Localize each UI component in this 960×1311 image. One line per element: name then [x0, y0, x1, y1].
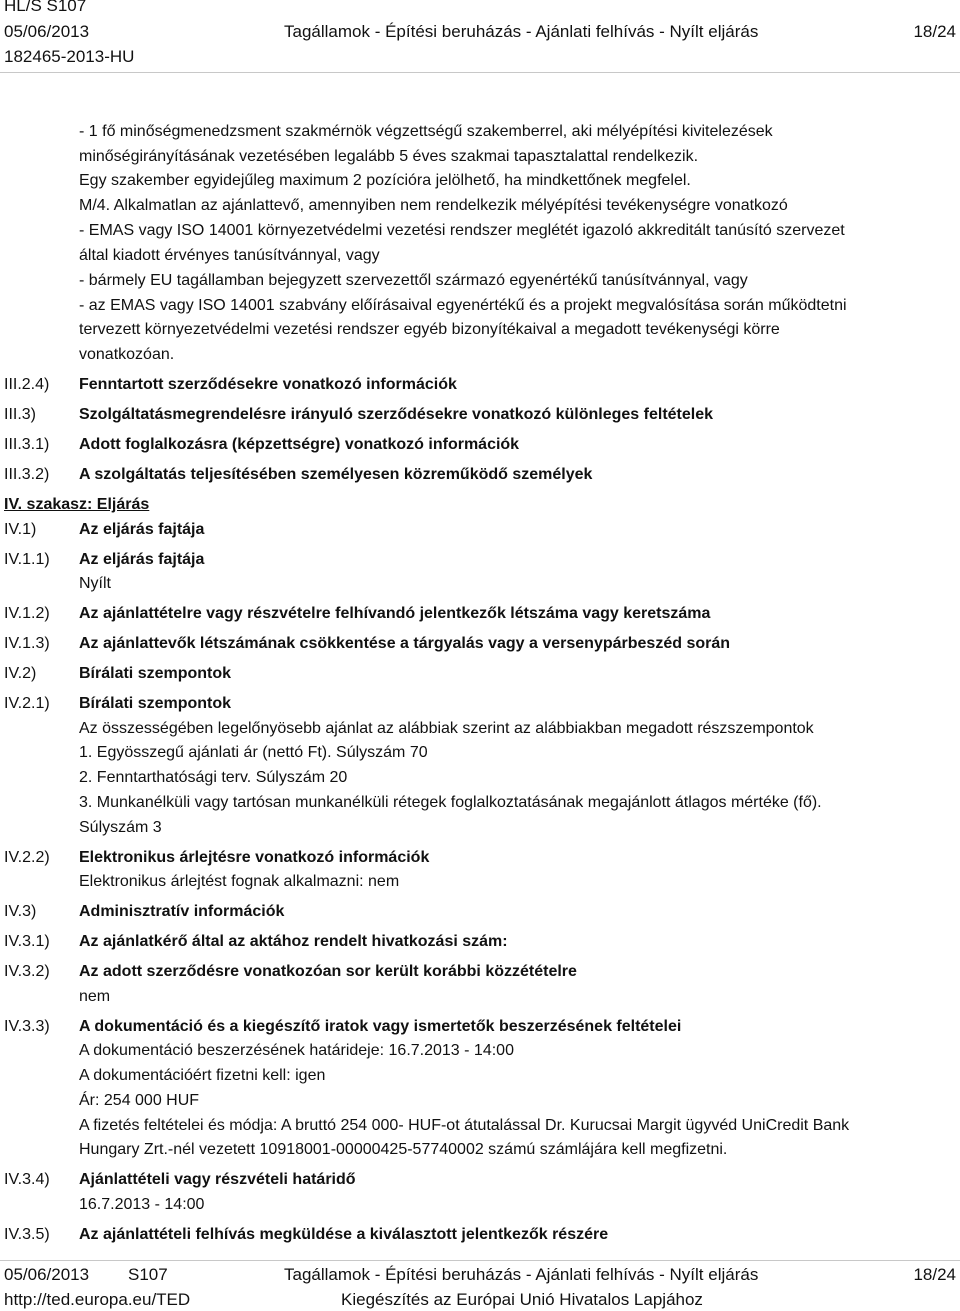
- section-label: III.3.1): [4, 436, 50, 453]
- section-label: IV.3.4): [4, 1171, 50, 1188]
- section-label: IV.3.3): [4, 1018, 50, 1035]
- header-document-id: 182465-2013-HU: [4, 47, 135, 66]
- section-title: Szolgáltatásmegrendelésre irányuló szerződésekre vonatkozó különleges feltételek: [79, 406, 714, 423]
- section-title: Az adott szerződésre vonatkozóan sor került korábbi közzétételre: [79, 963, 577, 980]
- intro-line: M/4. Alkalmatlan az ajánlattevő, amennyiben nem rendelkezik mélyépítési tevékenységre vonatkozó: [79, 197, 788, 214]
- section-title: A szolgáltatás teljesítésében személyesen közreműködő személyek: [79, 466, 593, 483]
- header-divider: [0, 72, 960, 73]
- section-value: 16.7.2013 - 14:00: [79, 1196, 205, 1213]
- criteria-line: 2. Fenntarthatósági terv. Súlyszám 20: [79, 769, 348, 786]
- section-title: Bírálati szempontok: [79, 695, 232, 712]
- intro-line: tervezett környezetvédelmi vezetési rendszer egyéb bizonyítékaival a megadott tevékenységi körre: [79, 321, 780, 338]
- section-label: III.2.4): [4, 376, 50, 393]
- section-label: IV.1.3): [4, 635, 50, 652]
- criteria-line: Az összességében legelőnyösebb ajánlat az alábbiak szerint az alábbiakban megadott részszempontok: [79, 720, 814, 737]
- section-value: Elektronikus árlejtést fognak alkalmazni: nem: [79, 873, 400, 890]
- section-title: Az ajánlatkérő által az aktához rendelt hivatkozási szám:: [79, 933, 508, 950]
- section-title: Elektronikus árlejtésre vonatkozó információk: [79, 849, 430, 866]
- intro-line: által kiadott érvényes tanúsítvánnyal, vagy: [79, 247, 380, 264]
- footer-title: Tagállamok - Építési beruházás - Ajánlati felhívás - Nyílt eljárás: [284, 1265, 759, 1284]
- intro-line: minőségirányításának vezetésében legalább 5 éves szakmai tapasztalattal rendelkezik.: [79, 148, 699, 165]
- section-title: Adminisztratív információk: [79, 903, 285, 920]
- section-label: III.3.2): [4, 466, 50, 483]
- section-label: IV.1.2): [4, 605, 50, 622]
- header-title: Tagállamok - Építési beruházás - Ajánlati felhívás - Nyílt eljárás: [284, 22, 759, 41]
- documentation-line: A fizetés feltételei és módja: A bruttó 254 000- HUF-ot átutalással Dr. Kurucsai Margit ügyvéd UniCredit Bank: [79, 1117, 850, 1134]
- section-title: Ajánlattételi vagy részvételi határidő: [79, 1171, 356, 1188]
- section-title: Az ajánlattételi felhívás megküldése a kiválasztott jelentkezők részére: [79, 1226, 609, 1243]
- header-date: 05/06/2013: [4, 22, 90, 41]
- documentation-line: A dokumentáció beszerzésének határideje: 16.7.2013 - 14:00: [79, 1042, 514, 1059]
- section-label: IV.3.5): [4, 1226, 50, 1243]
- footer-publisher: Kiegészítés az Európai Unió Hivatalos Lapjához: [341, 1290, 703, 1309]
- section-title: Adott foglalkozásra (képzettségre) vonatkozó információk: [79, 436, 520, 453]
- header-page-number: 18/24: [913, 22, 956, 41]
- section-label: IV.3): [4, 903, 37, 920]
- footer-series: S107: [128, 1265, 168, 1284]
- section-value: nem: [79, 988, 111, 1005]
- criteria-line: Súlyszám 3: [79, 819, 162, 836]
- section-heading: IV. szakasz: Eljárás: [4, 496, 150, 513]
- section-title: Az eljárás fajtája: [79, 521, 205, 538]
- section-label: IV.1): [4, 521, 37, 538]
- documentation-line: Ár: 254 000 HUF: [79, 1092, 200, 1109]
- section-value: Nyílt: [79, 575, 111, 592]
- section-title: Bírálati szempontok: [79, 665, 232, 682]
- intro-line: - bármely EU tagállamban bejegyzett szervezettől származó egyenértékű tanúsítvánnyal, vagy: [79, 272, 748, 289]
- section-label: IV.3.1): [4, 933, 50, 950]
- footer-page-number: 18/24: [913, 1265, 956, 1284]
- intro-line: - az EMAS vagy ISO 14001 szabvány előírásaival egyenértékű és a projekt megvalósítása során működtetni: [79, 297, 847, 314]
- criteria-line: 1. Egyösszegű ajánlati ár (nettó Ft). Súlyszám 70: [79, 744, 428, 761]
- section-label: IV.2): [4, 665, 37, 682]
- section-label: IV.2.2): [4, 849, 50, 866]
- section-title: A dokumentáció és a kiegészítő iratok vagy ismertetők beszerzésének feltételei: [79, 1018, 682, 1035]
- footer-divider: [0, 1260, 960, 1261]
- footer-date: 05/06/2013: [4, 1265, 90, 1284]
- section-label: IV.3.2): [4, 963, 50, 980]
- intro-line: - 1 fő minőségmenedzsment szakmérnök végzettségű szakemberrel, aki mélyépítési kivitelezések: [79, 123, 773, 140]
- section-title: Az eljárás fajtája: [79, 551, 205, 568]
- footer-url[interactable]: http://ted.europa.eu/TED: [4, 1290, 191, 1309]
- documentation-line: A dokumentációért fizetni kell: igen: [79, 1067, 326, 1084]
- section-label: III.3): [4, 406, 37, 423]
- intro-line: vonatkozóan.: [79, 346, 175, 363]
- section-label: IV.1.1): [4, 551, 50, 568]
- section-title: Az ajánlattevők létszámának csökkentése a tárgyalás vagy a versenypárbeszéd során: [79, 635, 731, 652]
- intro-line: - EMAS vagy ISO 14001 környezetvédelmi vezetési rendszer meglétét igazoló akkreditált tanúsító szervezet: [79, 222, 845, 239]
- documentation-line: Hungary Zrt.-nél vezetett 10918001-00000425-57740002 számú számlájára kell megfizetni.: [79, 1141, 728, 1158]
- section-title: Az ajánlattételre vagy részvételre felhívandó jelentkezők létszáma vagy keretszáma: [79, 605, 711, 622]
- criteria-line: 3. Munkanélküli vagy tartósan munkanélküli rétegek foglalkoztatásának megajánlott átlagos mértéke (fő).: [79, 794, 822, 811]
- header-code: HL/S S107: [4, 0, 87, 15]
- section-label: IV.2.1): [4, 695, 50, 712]
- intro-line: Egy szakember egyidejűleg maximum 2 pozícióra jelölhető, ha mindkettőnek megfelel.: [79, 172, 691, 189]
- section-title: Fenntartott szerződésekre vonatkozó információk: [79, 376, 457, 393]
